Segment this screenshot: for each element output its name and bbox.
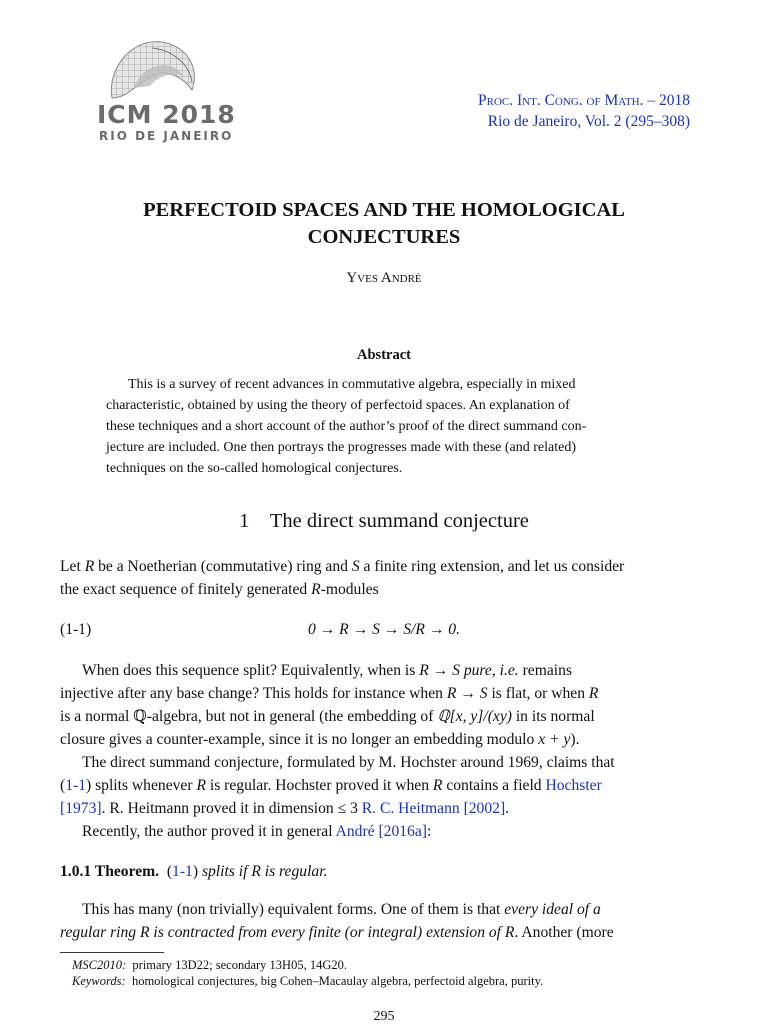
title-line-2: CONJECTURES (307, 226, 461, 248)
title-line-1: PERFECTOID SPACES AND THE HOMOLOGICAL (143, 199, 625, 221)
text-line: closure gives a counter-example, since it is no longer an embedding modulo x + y). (60, 731, 580, 748)
abstract-line: characteristic, obtained by using the theory of perfectoid spaces. An explanation of (106, 398, 570, 413)
equation-label: (1-1) (60, 621, 92, 638)
section-heading (0, 510, 768, 533)
text-line: the exact sequence of finitely generated R-modules (60, 581, 379, 598)
proceedings-line-2[interactable]: Rio de Janeiro, Vol. 2 (295–308) (487, 113, 690, 130)
logo-sub-text: RIO DE JANEIRO (99, 129, 234, 143)
abstract-line: these techniques and a short account of the author’s proof of the direct summand con- (106, 419, 587, 434)
paragraph-4 (60, 898, 710, 944)
paragraph-2 (60, 659, 710, 751)
citation-andre-link[interactable]: André [2016a] (335, 823, 427, 840)
abstract-line: This is a survey of recent advances in commutative algebra, especially in mixed (128, 377, 576, 392)
paragraph-3 (60, 751, 710, 843)
text-line: Let R be a Noetherian (commutative) ring and S a finite ring extension, and let us consider (60, 558, 625, 575)
text-line: (1-1) splits whenever R is regular. Hochster proved it when R contains a field Hochster (60, 777, 602, 794)
text-line: is a normal ℚ-algebra, but not in general (the embedding of ℚ[x, y]/(xy) in its normal (60, 708, 595, 725)
paragraph-1 (60, 555, 710, 601)
keywords-line: Keywords: homological conjectures, big Cohen–Macaulay algebra, perfectoid algebra, purity. (72, 974, 544, 988)
citation-hochster-link[interactable]: Hochster (545, 777, 602, 794)
text-line: This has many (non trivially) equivalent forms. One of them is that every ideal of a (82, 901, 601, 918)
section-number: 1 (239, 510, 250, 532)
citation-hochster-year-link[interactable]: [1973] (60, 800, 102, 817)
paper-title (0, 197, 768, 251)
author-name: Yves André (346, 270, 422, 286)
theorem-statement: splits if R is regular. (198, 863, 328, 880)
theorem-1-0-1 (60, 860, 710, 883)
text-line: 1.0.1 Theorem. (1-1) splits if R is regular. (60, 863, 328, 880)
footnote (72, 957, 543, 989)
abstract-line: jecture are included. One then portrays the progresses made with these (and related) (106, 440, 576, 455)
theorem-label: 1.0.1 Theorem. (60, 863, 160, 880)
logo-main-text: ICM 2018 (97, 100, 236, 129)
proceedings-header[interactable] (478, 90, 690, 132)
abstract-body (106, 374, 664, 479)
text-line: injective after any base change? This holds for instance when R → S is flat, or when R (60, 685, 599, 702)
abstract-line: techniques on the so-called homological conjectures. (106, 461, 403, 476)
msc-line: MSC2010: primary 13D22; secondary 13H05, 14G20. (72, 958, 347, 972)
text-line: regular ring R is contracted from every finite (or integral) extension of R. Another (more (60, 924, 614, 941)
text-line: The direct summand conjecture, formulated by M. Hochster around 1969, claims that (82, 754, 615, 771)
equation-ref-link[interactable]: 1-1 (65, 777, 86, 794)
text-line: Recently, the author proved it in general André [2016a]: (82, 823, 432, 840)
page-number: 295 (373, 1009, 395, 1024)
text-line: [1973]. R. Heitmann proved it in dimension ≤ 3 R. C. Heitmann [2002]. (60, 800, 510, 817)
text-line: When does this sequence split? Equivalently, when is R → S pure, i.e. remains (82, 662, 572, 679)
icm-logo-text (97, 101, 236, 143)
abstract-heading: Abstract (357, 347, 411, 363)
footnote-rule (60, 952, 164, 953)
equation-1-1: 0 → R → S → S/R → 0. (307, 621, 461, 638)
theorem-equation-ref-link[interactable]: 1-1 (172, 863, 193, 880)
section-title: The direct summand conjecture (269, 510, 529, 532)
citation-heitmann-link[interactable]: R. C. Heitmann [2002] (361, 800, 506, 817)
proceedings-line-1[interactable]: Proc. Int. Cong. of Math. – 2018 (478, 92, 690, 109)
